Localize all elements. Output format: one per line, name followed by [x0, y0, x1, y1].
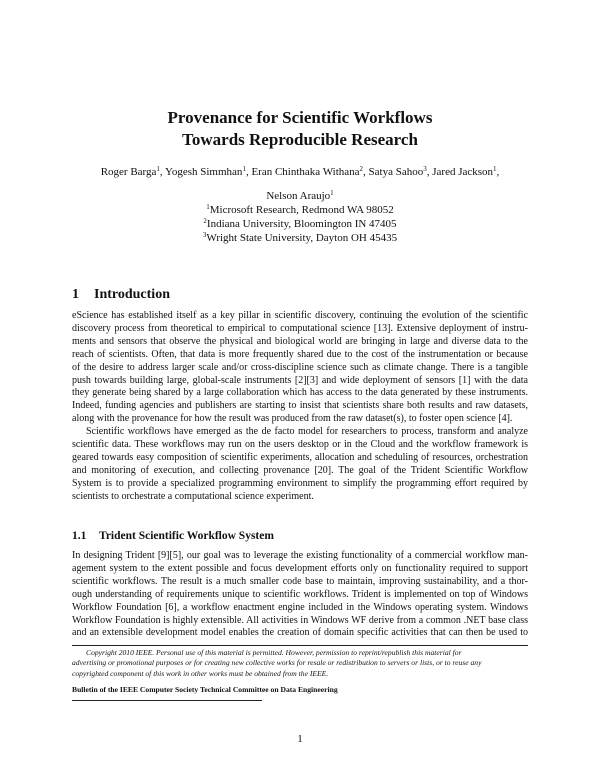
text-line: scientific data. These workflows may run on the users desktop or in the Cloud and the workflow framework is: [72, 438, 528, 450]
author-list: Roger Barga$^1$, Yogesh Simmhan$^1$, Eran Chinthaka Withana$^2$, Satya Sahoo$^3$, Jared Jackson$^1$,: [100, 165, 500, 178]
author-affiliation-mark: 1: [156, 165, 160, 173]
section-number: 1: [72, 287, 79, 302]
text-line: and monitoring of execution, and collecting provenance [20]. The goal of the Trident Scientific Workflow: [72, 464, 528, 476]
text-line: ough understanding of requirements unique to scientific workflows. Trident is implemented on top of Windows: [72, 588, 528, 600]
text-line: scientific workflows. The result is a much smaller code base to maintain, improving sustainability, and a thor-: [72, 575, 528, 587]
text-line: of the desire to address larger scale and/or cross-discipline science such as climate change. There is a tangible: [72, 361, 528, 373]
affiliation-text: Microsoft Research, Redmond WA 98052: [209, 204, 394, 216]
footer-divider: [72, 700, 262, 701]
author-name: Nelson Araujo: [266, 190, 331, 202]
author-affiliation-mark: 2: [359, 165, 364, 173]
body-paragraph: [72, 426, 528, 503]
affiliation-mark: 1: [206, 203, 210, 211]
text-line: and an extensible development model enables the creation of domain specific activities that can then be used to: [72, 627, 528, 639]
subsection-number: 1.1: [72, 530, 87, 542]
section-heading: [72, 287, 170, 303]
text-line: In designing Trident [9][5], our goal was to leverage the existing functionality of a commercial workflow man-: [72, 550, 528, 561]
affiliation: [0, 217, 600, 231]
text-line: ments and sensors that observe the physical and biological world are bringing in large and diverse data to the: [72, 335, 528, 347]
author-name: Satya Sahoo: [368, 166, 424, 178]
bulletin-line: Bulletin of the IEEE Computer Society Technical Committee on Data Engineering: [72, 685, 338, 694]
text-line: push towards building large, global-scale instruments [2][3] and wide deployment of sensors [1] with the data: [72, 374, 528, 386]
author-name: Jared Jackson: [432, 166, 494, 178]
affiliation: [0, 231, 600, 245]
subsection-heading: [72, 530, 274, 542]
text-line: eScience has established itself as a key pillar in scientific discovery, continuing the evolution of the scientific: [72, 310, 528, 321]
text-line: Workflow Foundation [6], a workflow enactment engine included in the Windows operating system. Windows: [72, 601, 528, 613]
page-number: 1: [297, 733, 303, 745]
author-name: Yogesh Simmhan: [165, 166, 243, 178]
text-line: along with the provenance for how the result was produced from the raw dataset(s), to foster open science [4].: [72, 413, 513, 425]
affiliation-text: Wright State University, Dayton OH 45435: [206, 232, 398, 244]
affiliation-mark: 3: [202, 231, 207, 239]
text-line: agement system to the extent possible and focus development efforts only on functionality required to support: [72, 562, 528, 574]
affiliation-text: Indiana University, Bloomington IN 47405: [206, 218, 397, 230]
copyright-line: advertising or promotional purposes or for creating new collective works for resale or redistribution to servers or lists, or to reuse any: [72, 658, 482, 668]
text-line: Workflow Foundation is highly extensible. All activities in Windows WF derive from a common .NET base class: [72, 614, 528, 626]
text-line: they generate being shared by a large collaboration which has access to the data generated by these instruments.: [72, 387, 528, 399]
text-line: Indeed, funding agencies and publishers are starting to insist that scientists share both results and raw datasets,: [72, 400, 528, 412]
author-affiliation-mark: 1: [330, 189, 334, 197]
section-title: Introduction: [94, 287, 170, 302]
subsection-title: Trident Scientific Workflow System: [99, 530, 274, 542]
author-affiliation-mark: 3: [423, 165, 427, 173]
author-name: Eran Chinthaka Withana: [251, 166, 360, 178]
affiliation: [0, 203, 600, 217]
text-line: geared towards easy composition of scientific experiments, allocation and scheduling of resources, orchestration: [72, 451, 528, 463]
paper-title-line-2: Towards Reproducible Research: [182, 130, 418, 149]
author-affiliation-mark: 1: [493, 165, 497, 173]
body-paragraph: [72, 550, 528, 640]
author-affiliation-mark: 1: [242, 165, 246, 173]
copyright-notice: [72, 648, 528, 679]
footnote-divider: [72, 645, 528, 646]
copyright-line: Copyright 2010 IEEE. Personal use of this material is permitted. However, permission to reprint/republish this material for: [86, 648, 462, 657]
affiliation-mark: 2: [203, 217, 207, 225]
text-line: discovery process from theoretical to empirical to computational science [13]. Extensive deployment of instru-: [72, 322, 528, 334]
text-line: scientists to orchestrate a computational science experiment.: [72, 490, 314, 502]
copyright-line: copyrighted component of this work in other works must be obtained from the IEEE.: [72, 668, 329, 678]
text-line: Scientific workflows have emerged as the de facto model for researchers to process, transform and analyze: [86, 426, 528, 437]
author-name: Roger Barga: [100, 166, 157, 178]
text-line: reach of scientists. Often, that data is more frequently shared due to the cost of the instrumentation or because: [72, 348, 528, 360]
paper-title-line-1: Provenance for Scientific Workflows: [167, 108, 433, 127]
author-list-continued: [0, 189, 600, 203]
text-line: System is to provide a specialized programming environment to simplify the programming effort required by: [72, 477, 528, 489]
body-paragraph: [72, 310, 528, 426]
